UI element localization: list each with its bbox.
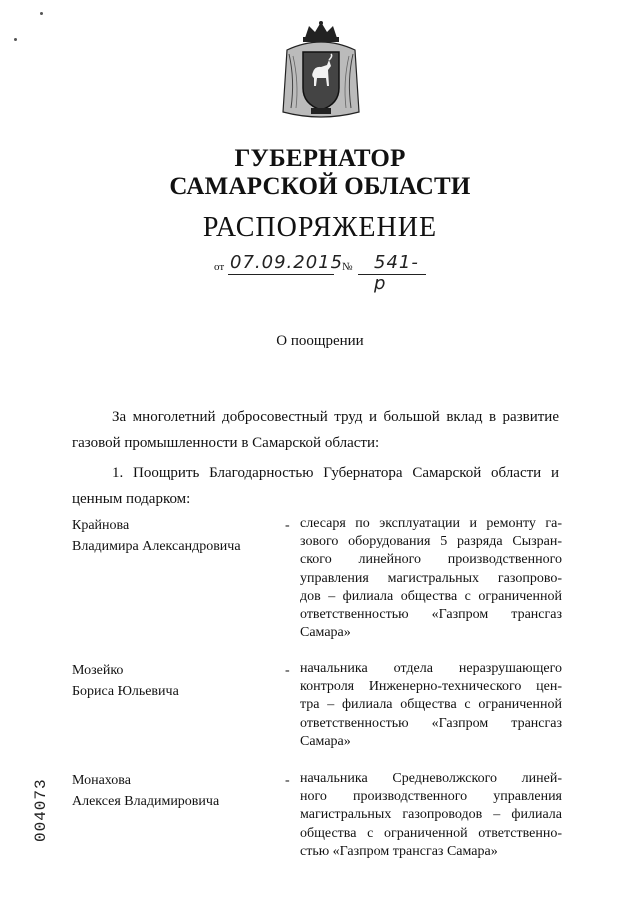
awardee-position xyxy=(300,660,562,751)
awardee-position xyxy=(300,770,562,861)
position-line: ского линейного производственного xyxy=(300,552,562,568)
scan-speck xyxy=(14,38,17,41)
position-line: ответственностью «Газпром трансгаз xyxy=(300,607,562,623)
position-line: слесаря по эксплуатации и ремонту га- xyxy=(300,516,562,531)
margin-serial-stamp: 004073 xyxy=(32,778,50,842)
document-date: 07.09.2015 xyxy=(230,252,344,273)
number-label: № xyxy=(342,261,353,273)
awardee-position xyxy=(300,515,562,642)
position-line: контроля Инженерно-технического цен- xyxy=(300,679,562,695)
position-line: общества с ограниченной ответственно- xyxy=(300,825,562,841)
awardee-surname: Мозейко xyxy=(72,663,124,678)
date-label: от xyxy=(214,261,225,273)
position-line: начальника отдела неразрушающего xyxy=(300,661,562,676)
document-number: 541-р xyxy=(374,252,419,294)
awardee-name xyxy=(72,660,282,702)
position-line: управления магистральных газопрово- xyxy=(300,570,562,586)
position-line: дов – филиала общества с ограниченной xyxy=(300,588,562,604)
awardee-name xyxy=(72,770,282,812)
intro-paragraph-line1: За многолетний добросовестный труд и большой вклад в развитие xyxy=(112,409,559,425)
position-line: Самара» xyxy=(300,733,351,749)
coat-of-arms-icon xyxy=(281,20,361,122)
position-line: Самара» xyxy=(300,625,351,641)
position-line: тра – филиала общества с ограниченной xyxy=(300,697,562,713)
position-line: стью «Газпром трансгаз Самара» xyxy=(300,843,498,859)
issuer-title: ГУБЕРНАТОР xyxy=(234,145,406,172)
awardee-given-names: Бориса Юльевича xyxy=(72,684,179,699)
awardee-surname: Крайнова xyxy=(72,518,130,533)
scan-speck xyxy=(40,12,43,15)
date-underline xyxy=(228,274,334,275)
position-line: зового оборудования 5 разряда Сызран- xyxy=(300,534,562,550)
item1-line2: ценным подарком: xyxy=(72,491,191,507)
awardee-name xyxy=(72,515,282,557)
number-underline xyxy=(358,274,426,275)
issuer-region: САМАРСКОЙ ОБЛАСТИ xyxy=(169,173,471,200)
position-line: ного производственного управления xyxy=(300,789,562,805)
document-subject: О поощрении xyxy=(276,333,364,349)
entry-dash: - xyxy=(285,518,290,533)
position-line: магистральных газопроводов – филиала xyxy=(300,807,562,823)
position-line: ответственностью «Газпром трансгаз xyxy=(300,715,562,731)
item1-line1: 1. Поощрить Благодарностью Губернатора Самарской области и xyxy=(112,465,559,481)
intro-paragraph-line2: газовой промышленности в Самарской области: xyxy=(72,435,380,451)
awardee-given-names: Алексея Владимировича xyxy=(72,794,220,809)
awardee-given-names: Владимира Александровича xyxy=(72,539,241,554)
position-line: начальника Средневолжского линей- xyxy=(300,771,562,786)
entry-dash: - xyxy=(285,663,290,678)
awardee-surname: Монахова xyxy=(72,773,131,788)
document-type: РАСПОРЯЖЕНИЕ xyxy=(202,212,438,243)
entry-dash: - xyxy=(285,773,290,788)
